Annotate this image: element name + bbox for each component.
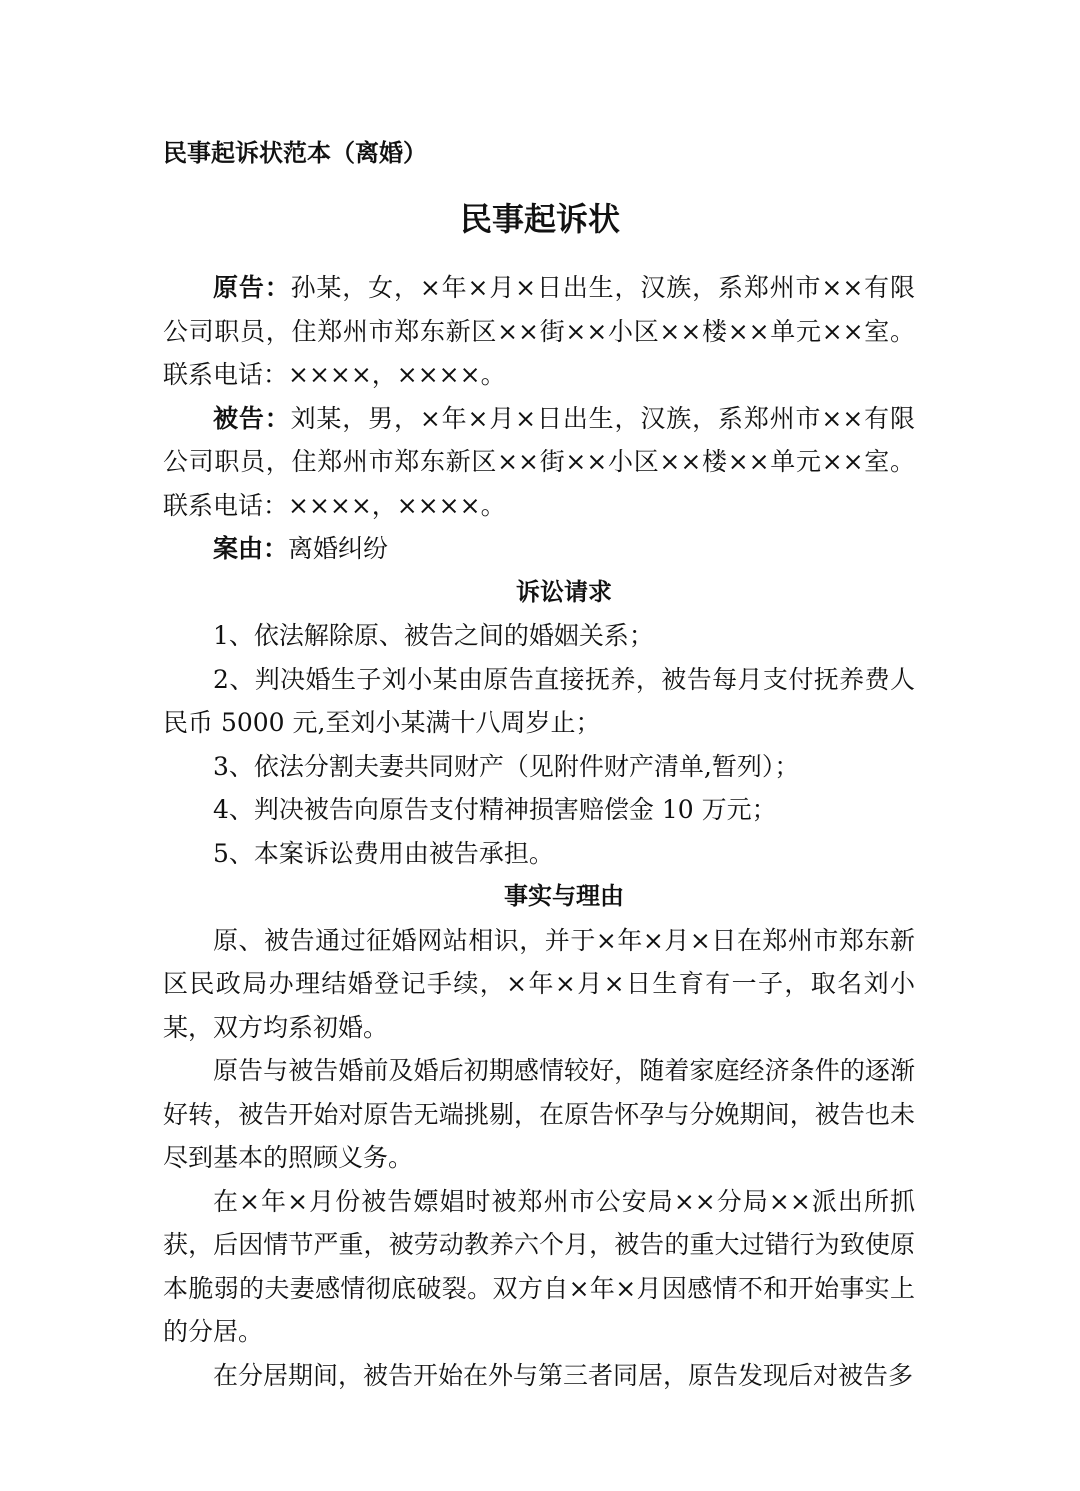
claim-item: 5、本案诉讼费用由被告承担。 bbox=[213, 838, 554, 868]
plaintiff-paragraph bbox=[163, 266, 915, 397]
document-title: 民事起诉状 bbox=[459, 200, 620, 238]
facts-paragraph: 在分居期间，被告开始在外与第三者同居，原告发现后对被告多 bbox=[213, 1360, 914, 1390]
cause-label: 案由： bbox=[213, 534, 289, 563]
claim-item: 4、判决被告向原告支付精神损害赔偿金 10 万元； bbox=[213, 795, 777, 824]
facts-paragraph: 原、被告通过征婚网站相识，并于×年×月×日在郑州市郑东新区民政局办理结婚登记手续，×年×月×日生育有一子，取名刘小某，双方均系初婚。 bbox=[163, 925, 915, 1042]
facts-paragraph: 在×年×月份被告嫖娼时被郑州市公安局××分局××派出所抓获，后因情节严重，被劳动教养六个月，被告的重大过错行为致使原本脆弱的夫妻感情彻底破裂。双方自×年×月因感情不和开始事实上的分居。 bbox=[163, 1186, 915, 1346]
facts-heading: 事实与理由 bbox=[504, 882, 624, 910]
document-label: 民事起诉状范本（离婚） bbox=[163, 139, 427, 167]
plaintiff-label: 原告： bbox=[213, 273, 291, 302]
facts-paragraph: 原告与被告婚前及婚后初期感情较好，随着家庭经济条件的逐渐好转，被告开始对原告无端挑剔，在原告怀孕与分娩期间，被告也未尽到基本的照顾义务。 bbox=[163, 1056, 915, 1172]
claim-item: 3、依法分割夫妻共同财产（见附件财产清单,暂列）； bbox=[213, 751, 800, 781]
claim-item: 2、判决婚生子刘小某由原告直接抚养，被告每月支付抚养费人民币 5000 元,至刘小某满十八周岁止； bbox=[163, 664, 915, 737]
cause-text: 离婚纠纷 bbox=[288, 534, 389, 563]
claims-heading: 诉讼请求 bbox=[516, 577, 612, 606]
cause-paragraph bbox=[163, 527, 915, 571]
plaintiff-text: 孙某，女，×年×月×日出生，汉族，系郑州市××有限公司职员，住郑州市郑东新区××街××小区××楼××单元××室。联系电话：××××，××××。 bbox=[163, 273, 915, 389]
defendant-text: 刘某，男，×年×月×日出生，汉族，系郑州市××有限公司职员，住郑州市郑东新区××街××小区××楼××单元××室。联系电话：××××，××××。 bbox=[163, 403, 915, 520]
claim-item: 1、依法解除原、被告之间的婚姻关系； bbox=[213, 621, 654, 650]
document-body bbox=[163, 266, 915, 1397]
defendant-label: 被告： bbox=[213, 403, 291, 433]
defendant-paragraph bbox=[163, 397, 915, 528]
